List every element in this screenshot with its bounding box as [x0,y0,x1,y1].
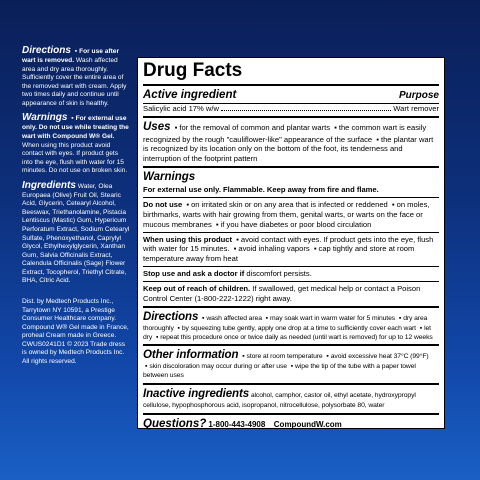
when-using-item: avoid inhaling vapors [238,244,310,254]
phone-number: 1-800-443-4908 [208,419,266,429]
purpose-value: Wart remover [393,103,439,113]
left-ingredients-text: Water, Olea Europaea (Olive) Fruit Oil, Stearic Acid, Glycerin, Cetearyl Alcohol, Beeswax, Triethanolamine, Pistacia Lentiscus (Mastic) Gum, Hypericum Perforatum Extract, Sodium Cetearyl Sulfate, Phenoxyethanol, Caprylyl Glycol, Ethylhexylglycerin, Xanthan Gum, Salvia Officinalis Extract, Calendula Officinalis (Sage) Flower Extract, Tocopherol, Triethyl Citrate, BHA, Citric Acid. [22,182,130,285]
other-item: store at room temperature [246,353,323,361]
directions-item: wash affected area [206,314,262,322]
external-use-warning: For external use only. Flammable. Keep away from fire and flame. [143,185,379,195]
do-not-use-item: on irritated skin or on any area that is infected or reddened [191,200,388,209]
uses-section [143,116,439,167]
when-using-section [143,232,439,267]
left-column [22,44,130,369]
stop-use-section [143,266,439,281]
other-item: avoid excessive heat 37°C (99°F) [330,353,429,361]
inactive-ingredients-heading: Inactive ingredients [143,387,250,400]
active-ingredient-heading: Active ingredient [143,88,237,101]
stop-use-label: Stop use and ask a doctor if [143,269,245,279]
drug-facts-title: Drug Facts [143,60,243,81]
active-ingredient-value: Salicylic acid 17% w/w [143,103,219,113]
directions-item: repeat this procedure once or twice daily as needed (until wart is removed) for up to 12 weeks [160,333,433,341]
keep-out-label: Keep out of reach of children. [143,284,251,294]
do-not-use-label: Do not use [143,200,183,209]
uses-item: for the removal of common and plantar warts [179,122,331,132]
directions-heading: Directions [143,310,199,323]
keep-out-section [143,281,439,306]
uses-heading: Uses [143,120,171,133]
uses-item: the common wart is easily recognized by the rough "cauliflower-like" appearance of the surface [143,122,427,144]
active-ingredient-section [143,84,439,116]
directions-section [143,306,439,345]
directions-item: let dry [143,324,431,341]
distributor-info: Dist. by Medtech Products Inc., Tarrytown NY 10591, a Prestige Consumer Healthcare company. Compound W® Gel made in France, proheal Cream made in Greece. CWUS0241D1 © 2023 Trade dress is owned by Medtech Products Inc. All rights reserved. [22,297,129,365]
do-not-use-item: on moles, birthmarks, warts with hair growing from them, genital warts, or warts on the face or mucous membranes [143,200,430,229]
do-not-use-item: if you have diabetes or poor blood circulation [220,219,372,229]
directions-item: dry area thoroughly [143,314,428,332]
other-information-heading: Other information [143,349,239,362]
drug-facts-panel [137,57,445,429]
when-using-item: cap tightly and store at room temperature away from heat [143,244,415,264]
purpose-heading: Purpose [398,89,439,101]
warnings-heading: Warnings [143,171,196,184]
left-directions-bold: For use after wart is removed. [22,48,120,64]
left-directions-text: Wash affected area and dry area thoroughly. Sufficiently cover the entire area of the removed wart with cream. Apply two times daily and continue until appearance of skin is healthy. [22,57,127,107]
left-warnings-text: When using this product avoid contact with eyes. If product gets into the eye, flush with water for 15 minutes. Do not use on broken skin. [22,141,128,175]
when-using-label: When using this product [143,234,233,244]
directions-item: by squeezing tube gently, apply one drop at a time to sufficiently cover each wart [181,324,416,332]
warnings-section [143,166,439,197]
questions-section [143,413,439,434]
left-warnings-bold: For external use only. Do not use while treating the wart with Compound W® Gel. [22,115,129,140]
when-using-item: avoid contact with eyes. If product gets into the eye, flush with water for 15 minutes. [143,234,434,254]
other-item: wipe the tip of the tube with a paper towel between uses [143,363,416,380]
left-warnings [22,111,130,175]
website-link[interactable]: CompoundW.com [273,419,342,429]
other-item: skin discoloration may occur during or after use [149,363,287,371]
left-directions-heading: Directions [22,45,71,56]
uses-item: the plantar wart is recognized by its location only on the bottom of the foot, its tenderness and interruption of the footprint pattern [143,134,434,164]
inactive-ingredients-section [143,383,439,413]
keep-out-text: If swallowed, get medical help or contact a Poison Control Center (1-800-222-1222) right away. [143,284,421,303]
directions-item: may soak wart in warm water for 5 minutes [269,314,396,322]
do-not-use-section [143,197,439,232]
other-information-section [143,344,439,383]
left-ingredients [22,179,130,286]
left-warnings-heading: Warnings [22,112,68,124]
left-directions [22,44,130,108]
stop-use-text: discomfort persists. [246,269,312,279]
leader-dots [221,110,391,111]
inactive-ingredients-text: alcohol, camphor, castor oil, ethyl acetate, hydroxypropyl cellulose, hypophosphorous acid, isopropanol, nitrocellulose, polysorbate 80, water [143,391,416,409]
questions-heading: Questions? [143,417,207,430]
left-ingredients-heading: Ingredients [22,179,76,191]
